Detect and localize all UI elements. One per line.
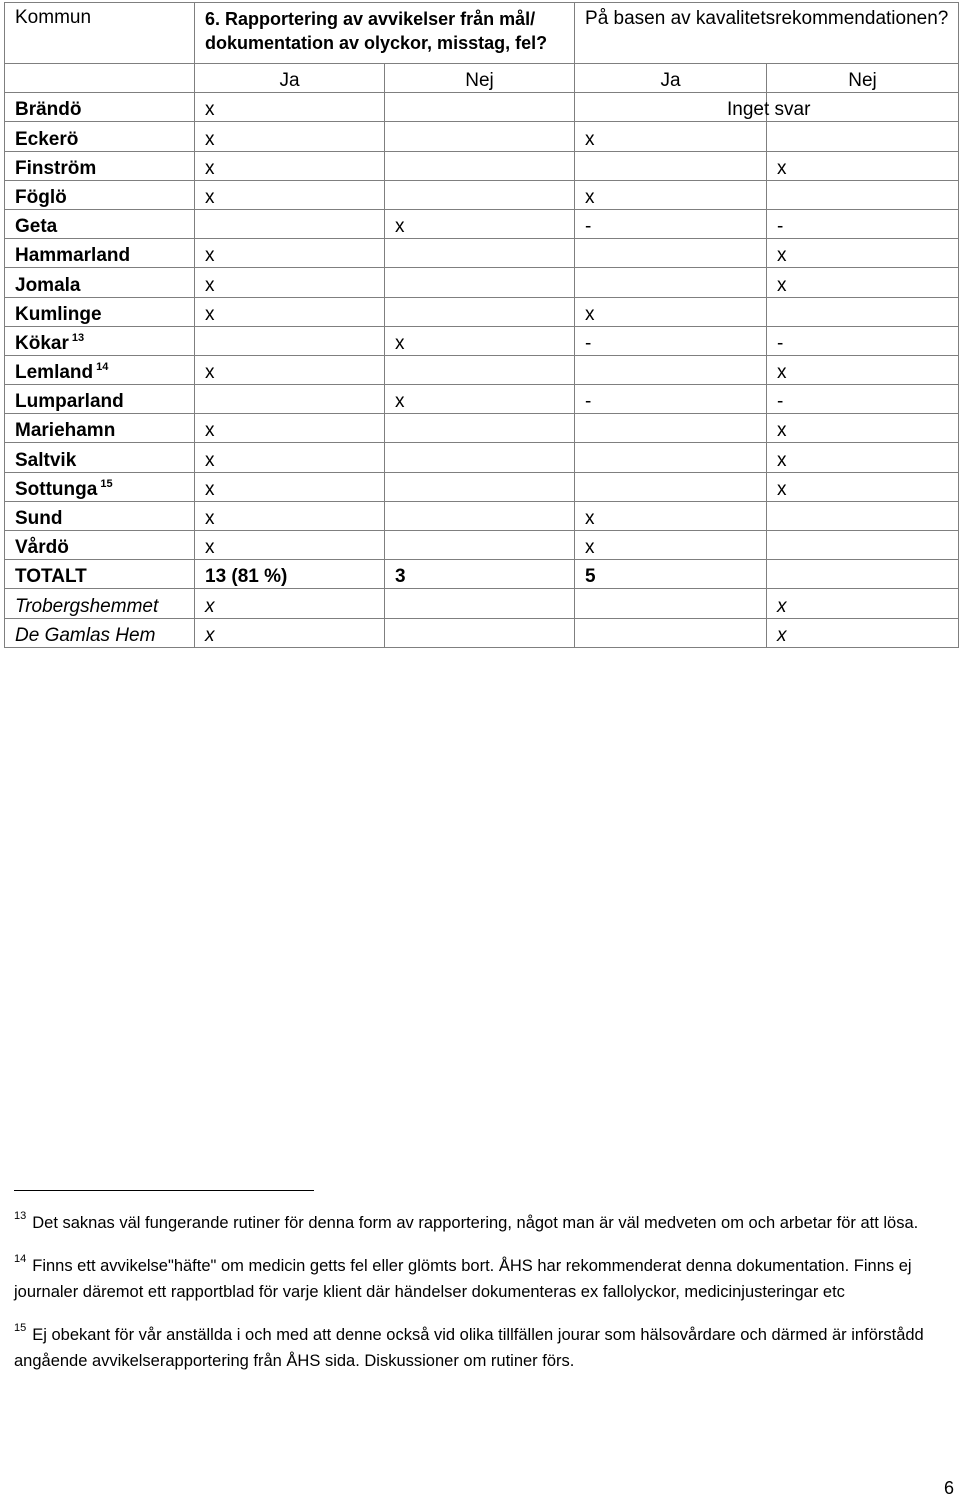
kommun-name xyxy=(5,443,195,472)
table-row xyxy=(5,414,959,443)
kommun-label: Brändö xyxy=(15,99,82,121)
cell-ja-2: x xyxy=(575,180,767,209)
table-row xyxy=(5,93,959,122)
footnotes xyxy=(14,1190,934,1384)
cell-nej-2: x xyxy=(767,355,959,384)
footnote-number: 15 xyxy=(14,1322,27,1334)
kommun-label: Lemland xyxy=(15,362,94,384)
extra-row xyxy=(5,589,959,618)
cell-ja-2: - xyxy=(575,209,767,238)
kommun-name xyxy=(5,122,195,151)
header-kommun: Kommun xyxy=(5,3,195,64)
table-row xyxy=(5,268,959,297)
footnote-text: Finns ett avvikelse"häfte" om medicin getts fel eller glömts bort. ÅHS har rekommenderat denna dokumentation. Finns ej journaler däremot ett rapportblad för varje klient där händelser dokumenteras ex fallolyckor, medicinjusteringar etc xyxy=(14,1257,912,1301)
cell-ja-1: x xyxy=(195,618,385,647)
table-row xyxy=(5,239,959,268)
cell-ja-1: x xyxy=(195,297,385,326)
cell-nej-2: x xyxy=(767,414,959,443)
cell-nej-1 xyxy=(385,151,575,180)
cell-ja-1: x xyxy=(195,151,385,180)
cell-ja-2 xyxy=(575,239,767,268)
footnote-separator xyxy=(14,1190,314,1191)
cell-nej-1 xyxy=(385,180,575,209)
cell-ja-2: x xyxy=(575,122,767,151)
footnote-text: Ej obekant för vår anställda i och med att denne också vid olika tillfällen jourar som hälsovårdare och därmed är införstådd angående avvikelserapportering från ÅHS sida. Diskussioner om rutiner förs. xyxy=(14,1326,924,1370)
cell-ja-1: x xyxy=(195,122,385,151)
total-nej-2 xyxy=(767,560,959,589)
header-question-2: På basen av kavalitetsrekommendationen? xyxy=(575,3,959,64)
cell-nej-2: x xyxy=(767,618,959,647)
footnote-13 xyxy=(14,1203,934,1236)
table-row xyxy=(5,209,959,238)
cell-nej-2 xyxy=(767,180,959,209)
kommun-label: Vårdö xyxy=(15,537,69,559)
cell-nej-1 xyxy=(385,268,575,297)
kommun-label: Eckerö xyxy=(15,128,79,150)
survey-table-container xyxy=(4,2,958,648)
subheader-empty xyxy=(5,64,195,93)
cell-ja-2 xyxy=(575,472,767,501)
cell-ja-1 xyxy=(195,209,385,238)
survey-table xyxy=(4,2,959,648)
cell-nej-1 xyxy=(385,618,575,647)
cell-nej-1 xyxy=(385,472,575,501)
cell-nej-1 xyxy=(385,93,575,122)
footnote-15 xyxy=(14,1315,934,1374)
cell-nej-1: x xyxy=(385,326,575,355)
cell-nej-1 xyxy=(385,122,575,151)
kommun-name xyxy=(5,297,195,326)
cell-nej-2: x xyxy=(767,589,959,618)
table-row xyxy=(5,355,959,384)
cell-nej-2: - xyxy=(767,385,959,414)
cell-ja-1: x xyxy=(195,531,385,560)
kommun-name xyxy=(5,93,195,122)
kommun-name xyxy=(5,209,195,238)
footnote-ref: 15 xyxy=(100,477,113,490)
kommun-label: Finström xyxy=(15,157,97,179)
header-question-1: 6. Rapportering av avvikelser från mål/ dokumentation av olyckor, misstag, fel? xyxy=(195,3,575,64)
kommun-label: Lumparland xyxy=(15,391,124,413)
cell-ja-2: - xyxy=(575,326,767,355)
cell-ja-2 xyxy=(575,268,767,297)
cell-ja-1: x xyxy=(195,589,385,618)
cell-nej-1 xyxy=(385,443,575,472)
cell-nej-1 xyxy=(385,297,575,326)
subheader-ja-1: Ja xyxy=(195,64,385,93)
kommun-label: Föglö xyxy=(15,186,67,208)
cell-nej-1 xyxy=(385,414,575,443)
kommun-name xyxy=(5,239,195,268)
cell-ja-2 xyxy=(575,355,767,384)
kommun-name xyxy=(5,326,195,355)
kommun-name xyxy=(5,180,195,209)
table-row xyxy=(5,122,959,151)
cell-nej-2 xyxy=(767,531,959,560)
cell-ja-2 xyxy=(575,151,767,180)
cell-nej-1 xyxy=(385,531,575,560)
cell-ja-2: x xyxy=(575,531,767,560)
table-row xyxy=(5,443,959,472)
cell-nej-1: x xyxy=(385,209,575,238)
total-nej-1: 3 xyxy=(385,560,575,589)
extra-name: Trobergshemmet xyxy=(5,589,195,618)
total-row xyxy=(5,560,959,589)
kommun-name xyxy=(5,355,195,384)
cell-nej-2: x xyxy=(767,268,959,297)
kommun-name xyxy=(5,501,195,530)
table-row xyxy=(5,297,959,326)
kommun-name xyxy=(5,385,195,414)
cell-ja-1: x xyxy=(195,472,385,501)
cell-ja-2 xyxy=(575,618,767,647)
extra-row xyxy=(5,618,959,647)
footnote-number: 14 xyxy=(14,1253,27,1265)
table-row xyxy=(5,472,959,501)
cell-ja-1 xyxy=(195,385,385,414)
table-subheader-row xyxy=(5,64,959,93)
page-number: 6 xyxy=(943,1478,954,1498)
footnote-ref: 13 xyxy=(71,331,85,344)
cell-ja-2 xyxy=(575,414,767,443)
cell-nej-2: - xyxy=(767,209,959,238)
cell-nej-2: x xyxy=(767,239,959,268)
cell-ja-1: x xyxy=(195,180,385,209)
kommun-name xyxy=(5,151,195,180)
cell-ja-1: x xyxy=(195,93,385,122)
cell-nej-1 xyxy=(385,589,575,618)
total-ja-2: 5 xyxy=(575,560,767,589)
kommun-label: Hammarland xyxy=(15,245,131,267)
cell-nej-1 xyxy=(385,355,575,384)
cell-ja-1: x xyxy=(195,414,385,443)
footnote-text: Det saknas väl fungerande rutiner för denna form av rapportering, något man är väl medveten om och arbetar för att lösa. xyxy=(32,1214,919,1232)
cell-nej-2: Inget svar xyxy=(767,93,959,122)
table-row xyxy=(5,326,959,355)
kommun-label: Saltvik xyxy=(15,449,77,471)
kommun-label: Kumlinge xyxy=(15,303,102,325)
cell-nej-1 xyxy=(385,501,575,530)
kommun-name xyxy=(5,531,195,560)
cell-nej-2: - xyxy=(767,326,959,355)
cell-ja-2 xyxy=(575,443,767,472)
cell-ja-1: x xyxy=(195,239,385,268)
table-row xyxy=(5,501,959,530)
cell-nej-1: x xyxy=(385,385,575,414)
table-row xyxy=(5,531,959,560)
cell-ja-2: x xyxy=(575,297,767,326)
kommun-name xyxy=(5,268,195,297)
total-ja-1: 13 (81 %) xyxy=(195,560,385,589)
kommun-label: Kökar xyxy=(15,332,69,354)
table-header-row xyxy=(5,3,959,64)
cell-ja-1 xyxy=(195,326,385,355)
table-row xyxy=(5,180,959,209)
total-label: TOTALT xyxy=(5,560,195,589)
kommun-label: Jomala xyxy=(15,274,81,296)
extra-name: De Gamlas Hem xyxy=(5,618,195,647)
cell-ja-2: - xyxy=(575,385,767,414)
footnote-number: 13 xyxy=(14,1210,27,1222)
kommun-label: Sund xyxy=(15,508,63,529)
cell-nej-2 xyxy=(767,297,959,326)
cell-nej-2 xyxy=(767,122,959,151)
subheader-ja-2: Ja xyxy=(575,64,767,93)
kommun-label: Sottunga xyxy=(15,478,98,500)
cell-nej-2: x xyxy=(767,151,959,180)
cell-ja-2 xyxy=(575,589,767,618)
cell-nej-2: x xyxy=(767,443,959,472)
subheader-nej-1: Nej xyxy=(385,64,575,93)
subheader-nej-2: Nej xyxy=(767,64,959,93)
cell-nej-1 xyxy=(385,239,575,268)
footnote-14 xyxy=(14,1246,934,1305)
cell-ja-2: x xyxy=(575,501,767,530)
table-row xyxy=(5,385,959,414)
cell-nej-2: x xyxy=(767,472,959,501)
table-row xyxy=(5,151,959,180)
footnote-ref: 14 xyxy=(96,361,109,374)
kommun-name xyxy=(5,472,195,501)
cell-nej-2 xyxy=(767,501,959,530)
cell-ja-1: x xyxy=(195,268,385,297)
kommun-label: Geta xyxy=(15,216,58,238)
kommun-name xyxy=(5,414,195,443)
cell-ja-1: x xyxy=(195,355,385,384)
kommun-label: Mariehamn xyxy=(15,420,116,442)
cell-ja-1: x xyxy=(195,443,385,472)
cell-ja-1: x xyxy=(195,501,385,530)
